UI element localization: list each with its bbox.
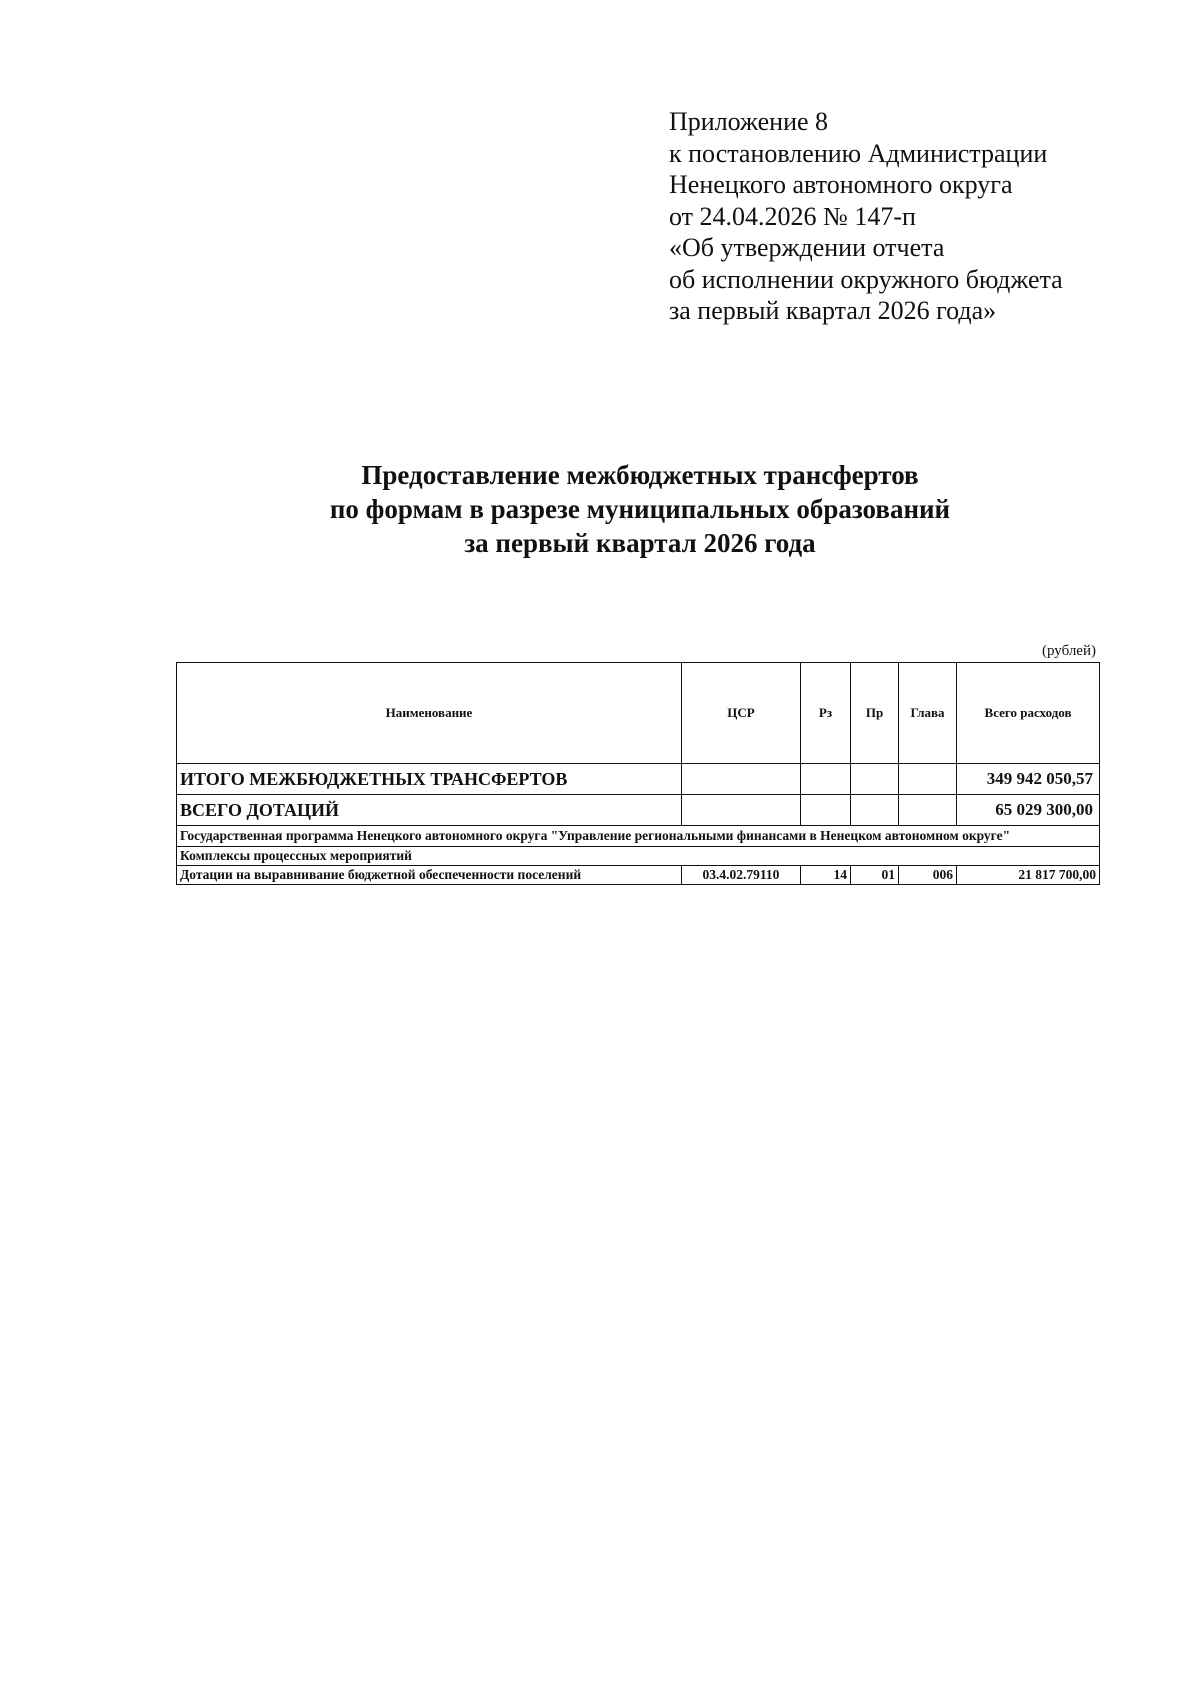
table-row [177,866,1100,885]
header-glava: Глава [899,663,957,764]
row-name: ИТОГО МЕЖБЮДЖЕТНЫХ ТРАНСФЕРТОВ [177,764,682,795]
appendix-line: от 24.04.2026 № 147-п [669,201,916,231]
row-glava [899,764,957,795]
row-rz: 14 [801,866,851,885]
appendix-line: Ненецкого автономного округа [669,170,1013,199]
header-name: Наименование [177,663,682,764]
row-csr [682,764,801,795]
document-title [0,458,1200,560]
row-name: Дотации на выравнивание бюджетной обеспеченности поселений [177,866,682,885]
row-pr [851,795,899,826]
header-pr: Пр [851,663,899,764]
table-row [177,795,1100,826]
program-name: Государственная программа Ненецкого автономного округа "Управление региональными финансами в Ненецком автономном округе" [177,826,1100,847]
appendix-block [669,106,1169,327]
row-rz [801,764,851,795]
row-total: 65 029 300,00 [957,795,1100,826]
table-row [177,764,1100,795]
header-total: Всего расходов [957,663,1100,764]
title-line: по формам в разрезе муниципальных образований [329,494,951,524]
row-glava: 006 [899,866,957,885]
appendix-line: к постановлению Администрации [669,138,1048,168]
table-row [177,847,1100,866]
table-row [177,826,1100,847]
appendix-line: «Об утверждении отчета [669,233,945,262]
complexes-name: Комплексы процессных мероприятий [177,847,1100,866]
title-line: Предоставление межбюджетных трансфертов [361,460,919,490]
row-total: 21 817 700,00 [957,866,1100,885]
appendix-line: об исполнении окружного бюджета [669,264,1063,294]
header-csr: ЦСР [682,663,801,764]
table-header-row [177,663,1100,764]
row-pr: 01 [851,866,899,885]
units-label: (рублей) [1041,643,1096,659]
row-glava [899,795,957,826]
row-rz [801,795,851,826]
title-line: за первый квартал 2026 года [464,528,816,558]
appendix-line: за первый квартал 2026 года» [669,296,997,325]
row-name: ВСЕГО ДОТАЦИЙ [177,795,682,826]
appendix-line: Приложение 8 [669,107,829,136]
row-pr [851,764,899,795]
header-rz: Рз [801,663,851,764]
row-csr: 03.4.02.79110 [682,866,801,885]
row-total: 349 942 050,57 [957,764,1100,795]
row-csr [682,795,801,826]
transfers-table [176,662,1100,885]
